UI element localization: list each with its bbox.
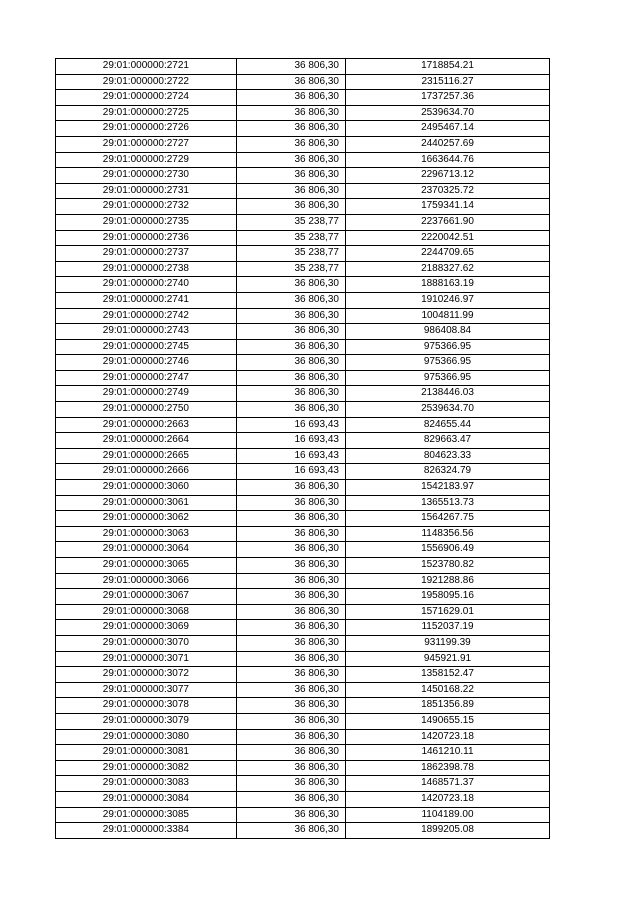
table-body [56,59,550,839]
cadastral-value-cell: 1420723.18 [345,729,549,745]
table-row [56,745,550,761]
table-row [56,635,550,651]
cadastral-value-cell: 2495467.14 [345,121,549,137]
cadastral-number-cell: 29:01:000000:3062 [56,511,237,527]
table-row [56,136,550,152]
rate-cell: 35 238,77 [236,214,345,230]
cadastral-value-cell: 2440257.69 [345,136,549,152]
table-row [56,526,550,542]
table-row [56,355,550,371]
rate-cell: 36 806,30 [236,745,345,761]
cadastral-number-cell: 29:01:000000:2738 [56,261,237,277]
cadastral-number-cell: 29:01:000000:2736 [56,230,237,246]
rate-cell: 36 806,30 [236,59,345,75]
cadastral-number-cell: 29:01:000000:2732 [56,199,237,215]
cadastral-value-cell: 1450168.22 [345,682,549,698]
table-row [56,261,550,277]
rate-cell: 36 806,30 [236,386,345,402]
cadastral-value-cell: 1523780.82 [345,558,549,574]
rate-cell: 36 806,30 [236,558,345,574]
rate-cell: 36 806,30 [236,370,345,386]
cadastral-value-cell: 2220042.51 [345,230,549,246]
rate-cell: 36 806,30 [236,199,345,215]
table-row [56,59,550,75]
rate-cell: 16 693,43 [236,433,345,449]
rate-cell: 16 693,43 [236,448,345,464]
cadastral-value-cell: 1104189.00 [345,807,549,823]
cadastral-number-cell: 29:01:000000:3085 [56,807,237,823]
table-row [56,651,550,667]
cadastral-number-cell: 29:01:000000:3072 [56,667,237,683]
rate-cell: 36 806,30 [236,573,345,589]
cadastral-value-cell: 2244709.65 [345,246,549,262]
cadastral-value-cell: 975366.95 [345,370,549,386]
cadastral-number-cell: 29:01:000000:2665 [56,448,237,464]
rate-cell: 36 806,30 [236,729,345,745]
rate-cell: 36 806,30 [236,152,345,168]
cadastral-number-cell: 29:01:000000:3080 [56,729,237,745]
rate-cell: 36 806,30 [236,807,345,823]
cadastral-value-cell: 1759341.14 [345,199,549,215]
table-row [56,558,550,574]
cadastral-number-cell: 29:01:000000:3078 [56,698,237,714]
table-row [56,604,550,620]
cadastral-value-cell: 1737257.36 [345,90,549,106]
rate-cell: 36 806,30 [236,682,345,698]
table-row [56,807,550,823]
cadastral-value-cell: 945921.91 [345,651,549,667]
table-row [56,464,550,480]
rate-cell: 36 806,30 [236,90,345,106]
cadastral-value-cell: 1910246.97 [345,292,549,308]
cadastral-value-cell: 1358152.47 [345,667,549,683]
rate-cell: 16 693,43 [236,464,345,480]
cadastral-value-cell: 1571629.01 [345,604,549,620]
table-row [56,152,550,168]
rate-cell: 36 806,30 [236,791,345,807]
cadastral-number-cell: 29:01:000000:2749 [56,386,237,402]
cadastral-number-cell: 29:01:000000:3084 [56,791,237,807]
cadastral-value-cell: 931199.39 [345,635,549,651]
rate-cell: 36 806,30 [236,542,345,558]
cadastral-value-cell: 1888163.19 [345,277,549,293]
rate-cell: 36 806,30 [236,277,345,293]
rate-cell: 35 238,77 [236,230,345,246]
table-row [56,620,550,636]
cadastral-number-cell: 29:01:000000:3067 [56,589,237,605]
cadastral-value-cell: 1958095.16 [345,589,549,605]
table-row [56,324,550,340]
cadastral-number-cell: 29:01:000000:3384 [56,823,237,839]
table-row [56,277,550,293]
cadastral-number-cell: 29:01:000000:2740 [56,277,237,293]
cadastral-number-cell: 29:01:000000:3081 [56,745,237,761]
table-row [56,105,550,121]
cadastral-value-cell: 1564267.75 [345,511,549,527]
table-row [56,121,550,137]
cadastral-value-cell: 826324.79 [345,464,549,480]
table-row [56,511,550,527]
cadastral-value-cell: 1718854.21 [345,59,549,75]
table-row [56,183,550,199]
rate-cell: 36 806,30 [236,823,345,839]
rate-cell: 36 806,30 [236,651,345,667]
table-row [56,339,550,355]
rate-cell: 36 806,30 [236,339,345,355]
cadastral-value-cell: 2237661.90 [345,214,549,230]
table-row [56,480,550,496]
table-row [56,370,550,386]
cadastral-value-cell: 1899205.08 [345,823,549,839]
cadastral-number-cell: 29:01:000000:2726 [56,121,237,137]
table-row [56,791,550,807]
rate-cell: 16 693,43 [236,417,345,433]
rate-cell: 36 806,30 [236,698,345,714]
table-row [56,74,550,90]
cadastral-number-cell: 29:01:000000:2737 [56,246,237,262]
cadastral-number-cell: 29:01:000000:3079 [56,713,237,729]
cadastral-number-cell: 29:01:000000:3063 [56,526,237,542]
cadastral-value-cell: 1851356.89 [345,698,549,714]
cadastral-number-cell: 29:01:000000:2664 [56,433,237,449]
table-row [56,448,550,464]
cadastral-number-cell: 29:01:000000:2735 [56,214,237,230]
cadastral-value-cell: 1152037.19 [345,620,549,636]
cadastral-value-cell: 1862398.78 [345,760,549,776]
cadastral-number-cell: 29:01:000000:2746 [56,355,237,371]
cadastral-value-cell: 2539634.70 [345,402,549,418]
rate-cell: 36 806,30 [236,635,345,651]
rate-cell: 36 806,30 [236,604,345,620]
rate-cell: 35 238,77 [236,246,345,262]
rate-cell: 36 806,30 [236,495,345,511]
rate-cell: 36 806,30 [236,324,345,340]
rate-cell: 36 806,30 [236,355,345,371]
cadastral-number-cell: 29:01:000000:2666 [56,464,237,480]
rate-cell: 36 806,30 [236,168,345,184]
rate-cell: 36 806,30 [236,511,345,527]
rate-cell: 36 806,30 [236,776,345,792]
table-row [56,495,550,511]
rate-cell: 36 806,30 [236,713,345,729]
cadastral-number-cell: 29:01:000000:2721 [56,59,237,75]
rate-cell: 36 806,30 [236,589,345,605]
table-row [56,230,550,246]
table-row [56,760,550,776]
table-row [56,402,550,418]
cadastral-number-cell: 29:01:000000:3083 [56,776,237,792]
rate-cell: 36 806,30 [236,292,345,308]
cadastral-number-cell: 29:01:000000:2727 [56,136,237,152]
cadastral-number-cell: 29:01:000000:2722 [56,74,237,90]
table-row [56,168,550,184]
rate-cell: 36 806,30 [236,667,345,683]
cadastral-number-cell: 29:01:000000:3077 [56,682,237,698]
cadastral-value-cell: 2539634.70 [345,105,549,121]
cadastral-number-cell: 29:01:000000:2663 [56,417,237,433]
rate-cell: 36 806,30 [236,760,345,776]
cadastral-value-cell: 2296713.12 [345,168,549,184]
rate-cell: 36 806,30 [236,480,345,496]
cadastral-value-cell: 1365513.73 [345,495,549,511]
cadastral-value-cell: 975366.95 [345,355,549,371]
table-row [56,713,550,729]
cadastral-value-cell: 804623.33 [345,448,549,464]
cadastral-value-cell: 2138446.03 [345,386,549,402]
cadastral-number-cell: 29:01:000000:2730 [56,168,237,184]
cadastral-value-cell: 1542183.97 [345,480,549,496]
cadastral-number-cell: 29:01:000000:2742 [56,308,237,324]
cadastral-value-cell: 2188327.62 [345,261,549,277]
cadastral-number-cell: 29:01:000000:2729 [56,152,237,168]
rate-cell: 36 806,30 [236,183,345,199]
cadastral-value-cell: 1461210.11 [345,745,549,761]
cadastral-number-cell: 29:01:000000:2731 [56,183,237,199]
cadastral-value-cell: 2370325.72 [345,183,549,199]
cadastral-value-table [55,58,550,839]
rate-cell: 36 806,30 [236,526,345,542]
cadastral-value-cell: 829663.47 [345,433,549,449]
cadastral-number-cell: 29:01:000000:2743 [56,324,237,340]
cadastral-number-cell: 29:01:000000:2741 [56,292,237,308]
table-row [56,417,550,433]
cadastral-number-cell: 29:01:000000:3066 [56,573,237,589]
cadastral-value-cell: 986408.84 [345,324,549,340]
table-row [56,698,550,714]
cadastral-number-cell: 29:01:000000:3070 [56,635,237,651]
rate-cell: 36 806,30 [236,402,345,418]
cadastral-value-cell: 975366.95 [345,339,549,355]
rate-cell: 36 806,30 [236,121,345,137]
cadastral-number-cell: 29:01:000000:3064 [56,542,237,558]
rate-cell: 36 806,30 [236,136,345,152]
table-row [56,542,550,558]
cadastral-number-cell: 29:01:000000:3065 [56,558,237,574]
cadastral-number-cell: 29:01:000000:3082 [56,760,237,776]
cadastral-number-cell: 29:01:000000:3071 [56,651,237,667]
table-row [56,823,550,839]
cadastral-value-cell: 2315116.27 [345,74,549,90]
table-row [56,729,550,745]
cadastral-value-cell: 1148356.56 [345,526,549,542]
cadastral-value-cell: 1663644.76 [345,152,549,168]
table-row [56,214,550,230]
table-row [56,589,550,605]
cadastral-number-cell: 29:01:000000:2747 [56,370,237,386]
cadastral-number-cell: 29:01:000000:3060 [56,480,237,496]
table-row [56,682,550,698]
cadastral-number-cell: 29:01:000000:2724 [56,90,237,106]
cadastral-value-cell: 1004811.99 [345,308,549,324]
rate-cell: 36 806,30 [236,620,345,636]
rate-cell: 36 806,30 [236,74,345,90]
cadastral-value-cell: 824655.44 [345,417,549,433]
table-row [56,573,550,589]
cadastral-value-cell: 1556906.49 [345,542,549,558]
cadastral-number-cell: 29:01:000000:2750 [56,402,237,418]
table-row [56,308,550,324]
table-row [56,386,550,402]
cadastral-value-cell: 1420723.18 [345,791,549,807]
table-row [56,90,550,106]
table-row [56,433,550,449]
cadastral-value-cell: 1468571.37 [345,776,549,792]
table-row [56,199,550,215]
rate-cell: 36 806,30 [236,105,345,121]
table-row [56,292,550,308]
cadastral-number-cell: 29:01:000000:3068 [56,604,237,620]
cadastral-value-cell: 1490655.15 [345,713,549,729]
rate-cell: 36 806,30 [236,308,345,324]
cadastral-number-cell: 29:01:000000:3061 [56,495,237,511]
cadastral-number-cell: 29:01:000000:2745 [56,339,237,355]
rate-cell: 35 238,77 [236,261,345,277]
table-row [56,776,550,792]
cadastral-number-cell: 29:01:000000:2725 [56,105,237,121]
table-row [56,667,550,683]
table-row [56,246,550,262]
cadastral-value-cell: 1921288.86 [345,573,549,589]
cadastral-number-cell: 29:01:000000:3069 [56,620,237,636]
